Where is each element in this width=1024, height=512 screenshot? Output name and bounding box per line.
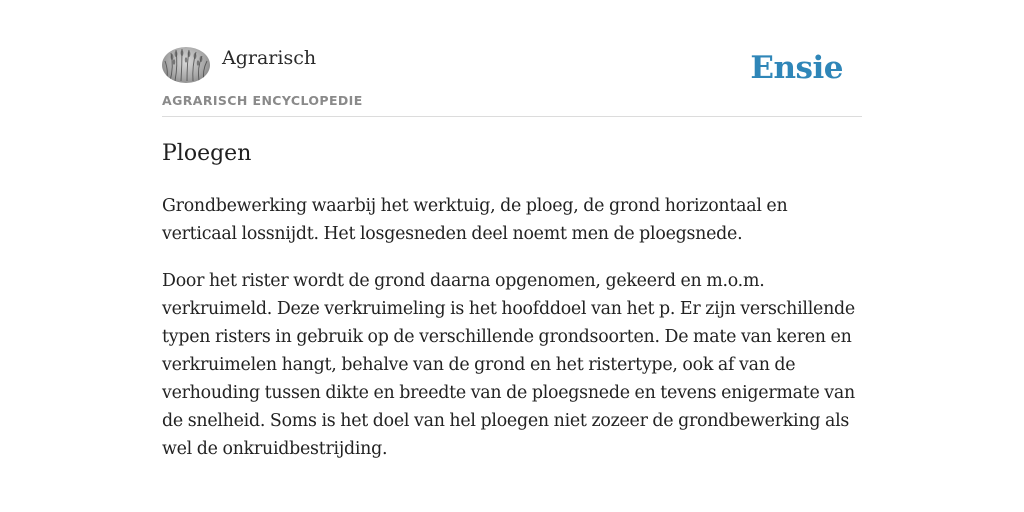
- page: [162, 0, 862, 512]
- article-paragraph: Door het rister wordt de grond daarna opgenomen, gekeerd en m.o.m. verkruimeld. Deze verkruimeling is het hoofddoel van het p. Er zijn verschillende typen risters in gebruik op de verschillende grondsoorten. De mate van keren en verkruimelen hangt, behalve van de grond en het ristertype, ook af van de verhouding tussen dikte en breedte van de ploegsnede en tevens enigermate van de snelheid. Soms is het doel van hel ploegen niet zozeer de grondbewerking als wel de onkruidbestrijding.: [162, 271, 855, 459]
- encyclopedia-name[interactable]: Agrarisch: [222, 47, 317, 69]
- article-title: Ploegen: [162, 141, 252, 166]
- ensie-logo-link[interactable]: Ensie: [750, 50, 843, 86]
- article-paragraph: Grondbewerking waarbij het werktuig, de ploeg, de grond horizontaal en verticaal lossnijdt. Het losgesneden deel noemt men de ploegsnede.: [162, 196, 788, 244]
- wheat-icon[interactable]: [162, 47, 210, 83]
- site-header: [162, 46, 862, 117]
- encyclopedia-subtitle: AGRARISCH ENCYCLOPEDIE: [162, 93, 363, 108]
- article-body: [162, 192, 862, 482]
